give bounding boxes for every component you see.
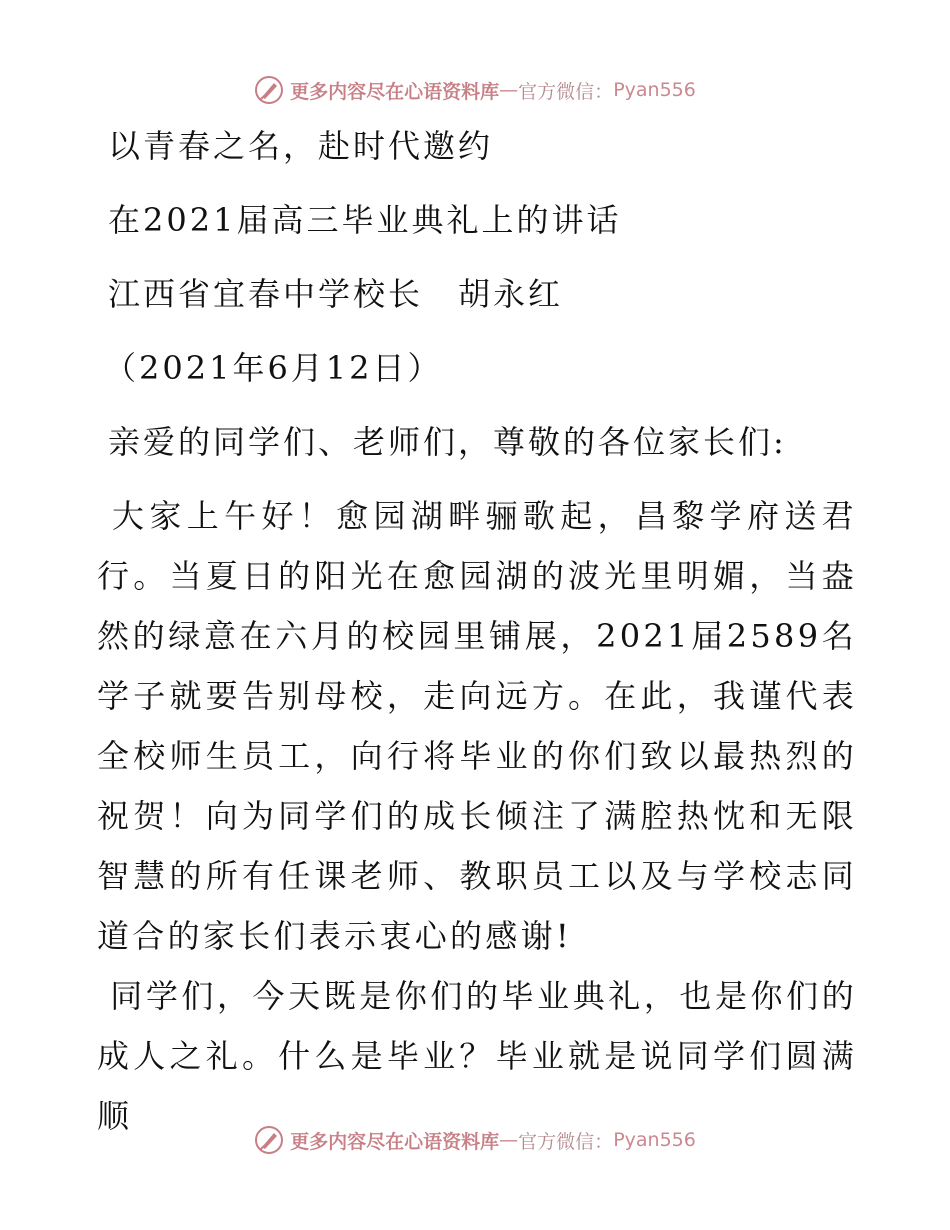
- document-date: （2021年6月12日）: [104, 349, 443, 387]
- paragraph-2: [97, 966, 857, 1146]
- watermark-account: Pyan556: [613, 79, 696, 101]
- watermark-footer: [0, 1120, 950, 1160]
- document-subtitle: 在2021届高三毕业典礼上的讲话: [108, 201, 622, 239]
- watermark-account: Pyan556: [613, 1129, 696, 1151]
- watermark-brand: 更多内容尽在心语资料库: [290, 1130, 500, 1153]
- watermark-official-label: 官方微信：: [518, 80, 614, 103]
- watermark-brand: 更多内容尽在心语资料库: [290, 80, 500, 103]
- watermark-official-label: 官方微信：: [518, 1130, 614, 1153]
- watermark-dash: —: [499, 79, 519, 101]
- document-title: 以青春之名，赴时代邀约: [108, 127, 494, 165]
- watermark-header: [0, 70, 950, 110]
- quill-pen-icon: [254, 75, 284, 105]
- document-speaker: 江西省宜春中学校长 胡永红: [108, 275, 564, 313]
- quill-pen-icon: [254, 1125, 284, 1155]
- paragraph-1-text: 大家上午好！愈园湖畔骊歌起，昌黎学府送君行。当夏日的阳光在愈园湖的波光里明媚，当盎然的绿意在六月的校园里铺展，2021届2589名学子就要告别母校，走向远方。在此，我谨代表全校师生员工，向行将毕业的你们致以最热烈的祝贺！向为同学们的成长倾注了满腔热忱和无限智慧的所有任课老师、教职员工以及与学校志同道合的家长们表示衷心的感谢!: [97, 497, 857, 955]
- paragraph-1: [97, 486, 857, 966]
- watermark-dash: —: [499, 1129, 519, 1151]
- paragraph-2-text: 同学们，今天既是你们的毕业典礼，也是你们的成人之礼。什么是毕业？毕业就是说同学们圆满顺: [97, 977, 857, 1135]
- document-greeting: 亲爱的同学们、老师们，尊敬的各位家长们:: [108, 423, 787, 461]
